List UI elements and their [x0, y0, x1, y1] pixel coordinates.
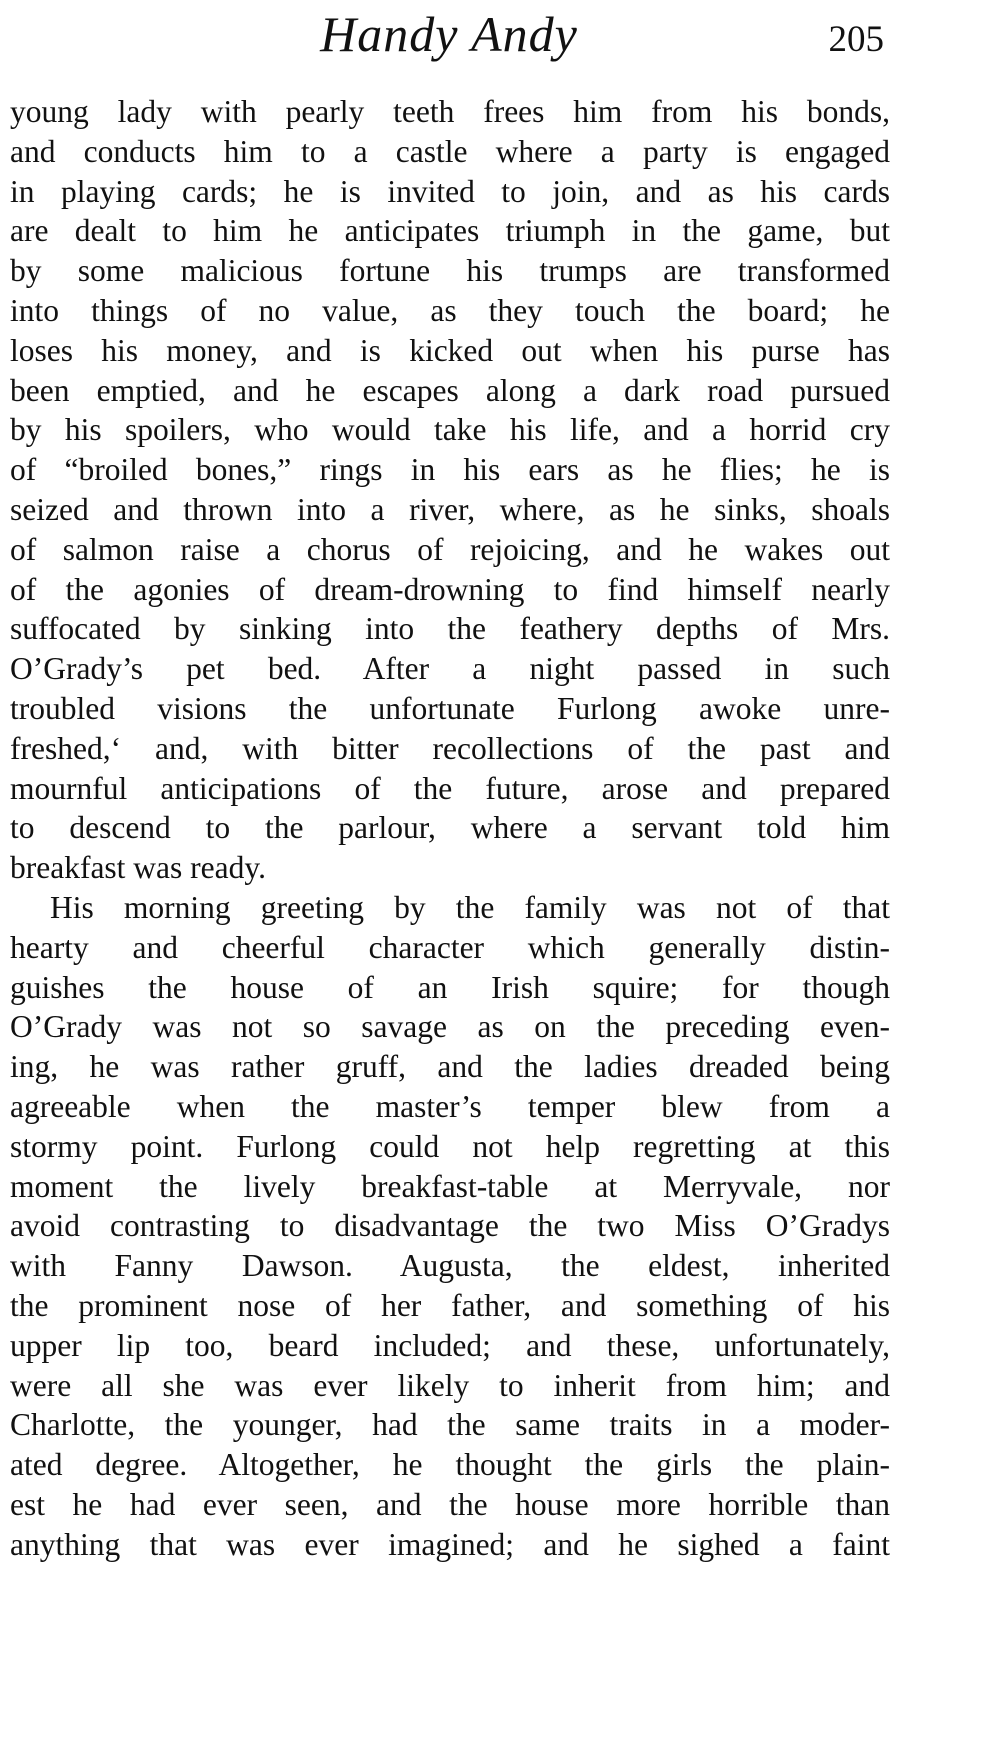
text-line: seized and thrown into a river, where, as he sinks, shoals — [10, 491, 890, 527]
book-page — [8, 0, 890, 1756]
text-line: and conducts him to a castle where a party is engaged — [10, 133, 890, 169]
text-line: mournful anticipations of the future, arose and prepared — [10, 770, 890, 806]
text-line: guishes the house of an Irish squire; for though — [10, 969, 890, 1005]
text-line: anything that was ever imagined; and he sighed a faint — [10, 1526, 890, 1562]
text-line: suffocated by sinking into the feathery depths of Mrs. — [10, 611, 890, 647]
text-line: hearty and cheerful character which generally distin- — [10, 929, 890, 965]
text-line: O’Grady’s pet bed. After a night passed in such — [10, 651, 890, 687]
text-line: ated degree. Altogether, he thought the girls the plain- — [10, 1447, 890, 1483]
page-number: 205 — [828, 19, 884, 60]
text-line: by his spoilers, who would take his life, and a horrid cry — [10, 412, 890, 448]
text-line: est he had ever seen, and the house more horrible than — [10, 1486, 890, 1522]
text-line: of the agonies of dream-drowning to find himself nearly — [10, 571, 890, 607]
text-line: freshed,‘ and, with bitter recollections of the past and — [10, 730, 890, 766]
text-line: Charlotte, the younger, had the same traits in a moder- — [10, 1407, 890, 1443]
text-line: are dealt to him he anticipates triumph in the game, but — [10, 213, 890, 249]
text-line: moment the lively breakfast-table at Merryvale, nor — [10, 1168, 890, 1204]
text-line: breakfast was ready. — [10, 850, 266, 886]
text-line: His morning greeting by the family was not of that — [50, 889, 890, 925]
running-header — [8, 0, 890, 88]
text-line: loses his money, and is kicked out when his purse has — [10, 332, 890, 368]
text-line: troubled visions the unfortunate Furlong awoke unre- — [10, 690, 890, 726]
text-line: agreeable when the master’s temper blew from a — [10, 1088, 890, 1124]
text-line: ing, he was rather gruff, and the ladies dreaded being — [10, 1049, 890, 1085]
text-line: of “broiled bones,” rings in his ears as he flies; he is — [10, 452, 890, 488]
paragraph-2 — [10, 888, 890, 1565]
text-line: with Fanny Dawson. Augusta, the eldest, inherited — [10, 1248, 890, 1284]
paragraph-1 — [10, 92, 890, 888]
text-line: O’Grady was not so savage as on the preceding even- — [10, 1009, 890, 1045]
text-line: were all she was ever likely to inherit from him; and — [10, 1367, 890, 1403]
text-line: avoid contrasting to disadvantage the two Miss O’Gradys — [10, 1208, 890, 1244]
text-line: been emptied, and he escapes along a dark road pursued — [10, 372, 890, 408]
text-line: the prominent nose of her father, and something of his — [10, 1287, 890, 1323]
running-title: Handy Andy — [320, 6, 578, 62]
text-line: by some malicious fortune his trumps are transformed — [10, 253, 890, 289]
text-line: young lady with pearly teeth frees him from his bonds, — [10, 94, 890, 129]
text-line: into things of no value, as they touch the board; he — [10, 292, 890, 328]
text-line: to descend to the parlour, where a servant told him — [10, 810, 890, 846]
text-line: of salmon raise a chorus of rejoicing, and he wakes out — [10, 531, 890, 567]
body-text — [10, 92, 890, 1564]
text-line: stormy point. Furlong could not help regretting at this — [10, 1128, 890, 1164]
text-line: upper lip too, beard included; and these, unfortunately, — [10, 1327, 890, 1363]
text-line: in playing cards; he is invited to join, and as his cards — [10, 173, 890, 209]
